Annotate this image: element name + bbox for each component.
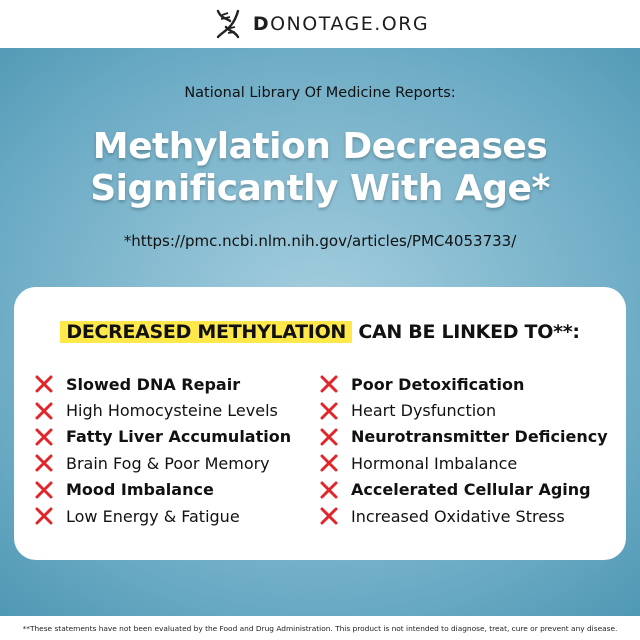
list-item [319, 503, 608, 529]
red-x-icon [34, 401, 54, 421]
item-label: Neurotransmitter Deficiency [351, 427, 608, 447]
red-x-icon [319, 427, 339, 447]
headline [0, 126, 640, 210]
headline-line-1: Methylation Decreases [92, 126, 548, 167]
red-x-icon [319, 506, 339, 526]
red-x-icon [319, 453, 339, 473]
red-x-icon [319, 374, 339, 394]
list-item [319, 397, 608, 423]
list-item [34, 397, 291, 423]
item-label: Heart Dysfunction [351, 401, 497, 421]
card-title-highlight: DECREASED METHYLATION [60, 319, 352, 345]
effects-card [14, 287, 626, 560]
red-x-icon [34, 374, 54, 394]
list-item [319, 477, 608, 503]
headline-line-2: Significantly With Age* [90, 168, 550, 209]
list-item [34, 424, 291, 450]
red-x-icon [34, 480, 54, 500]
item-label: Fatty Liver Accumulation [66, 427, 292, 447]
right-effects-list [319, 371, 608, 529]
left-effects-list [34, 371, 291, 529]
card-title-rest: CAN BE LINKED TO**: [352, 321, 580, 343]
red-x-icon [34, 453, 54, 473]
item-label: Mood Imbalance [66, 480, 214, 500]
source-line: National Library Of Medicine Reports: [184, 85, 456, 101]
item-label: Slowed DNA Repair [66, 374, 241, 394]
red-x-icon [319, 401, 339, 421]
list-item [319, 371, 608, 397]
dna-helix-icon [211, 7, 245, 41]
list-item [34, 503, 291, 529]
item-label: Hormonal Imbalance [351, 453, 518, 473]
list-item [34, 477, 291, 503]
list-item [319, 424, 608, 450]
brand-name[interactable]: DONOTAGE.ORG [252, 13, 430, 35]
citation-link[interactable]: *https://pmc.ncbi.nlm.nih.gov/articles/PMC4053733/ [123, 232, 517, 250]
list-item [319, 450, 608, 476]
list-item [34, 450, 291, 476]
item-label: Brain Fog & Poor Memory [66, 453, 270, 473]
item-label: Low Energy & Fatigue [66, 506, 240, 526]
item-label: Poor Detoxification [351, 374, 525, 394]
red-x-icon [34, 506, 54, 526]
item-label: High Homocysteine Levels [66, 401, 278, 421]
red-x-icon [319, 480, 339, 500]
card-title [14, 321, 626, 343]
disclaimer-footer: **These statements have not been evaluated by the Food and Drug Administration. This product is not intended to diagnose, treat, cure or prevent any disease. [0, 616, 640, 640]
list-item [34, 371, 291, 397]
red-x-icon [34, 427, 54, 447]
item-label: Increased Oxidative Stress [351, 506, 565, 526]
item-label: Accelerated Cellular Aging [351, 480, 591, 500]
header-bar [0, 0, 640, 48]
